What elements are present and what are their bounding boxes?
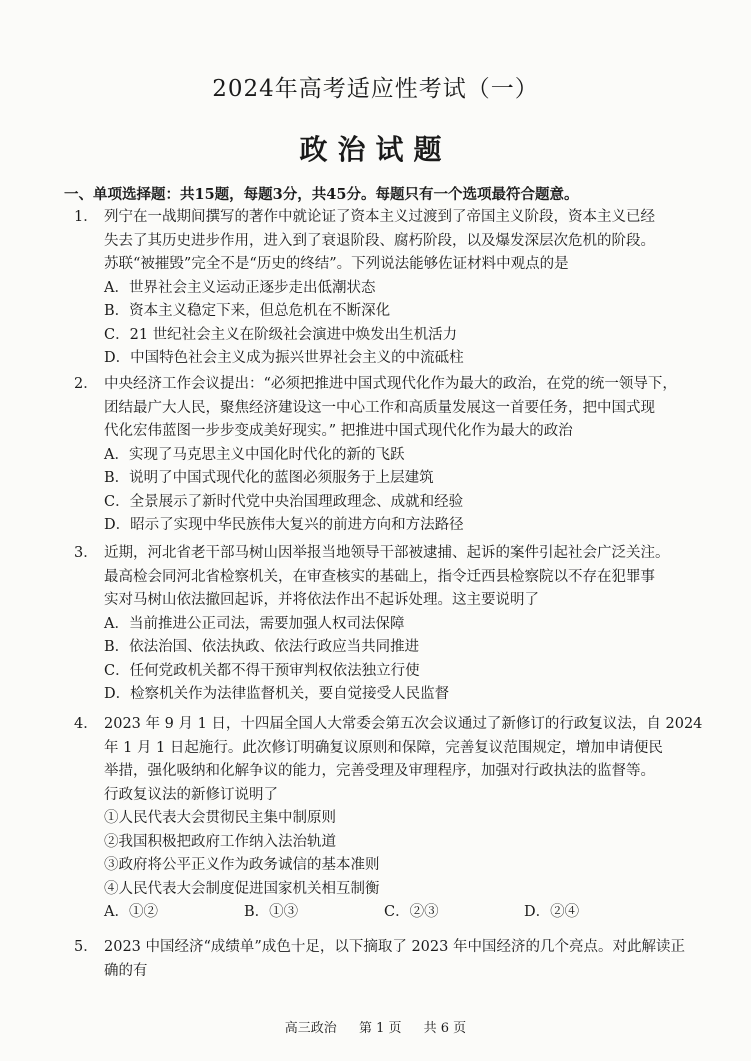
- paper-title: 政治试题: [299, 133, 452, 166]
- question-3: [64, 542, 704, 707]
- page-footer: [0, 1017, 751, 1036]
- question-body: [104, 206, 704, 371]
- option-b: B．依法治国、依法执政、依法行政应当共同推进: [104, 639, 420, 655]
- question-text-line: 年 1 月 1 日起施行。此次修订明确复议原则和保障，完善复议范围规定，增加申请便民: [104, 739, 663, 756]
- option-d: D．昭示了实现中华民族伟大复兴的前进方向和方法路径: [104, 517, 464, 533]
- question-text-line: 苏联“被摧毁”完全不是“历史的终结”。下列说法能够佐证材料中观点的是: [104, 256, 569, 272]
- option-c: C．全景展示了新时代党中央治国理政理念、成就和经验: [104, 493, 464, 510]
- question-1: [64, 206, 704, 371]
- option-c: C．21 世纪社会主义在阶级社会演进中焕发出生机活力: [104, 326, 458, 343]
- question-text-line: 最高检会同河北省检察机关，在审查核实的基础上，指令迁西县检察院以不存在犯罪事: [104, 568, 655, 585]
- question-text-line: 中央经济工作会议提出：“必须把推进中国式现代化作为最大的政治，在党的统一领导下，: [104, 376, 677, 392]
- answer-choice-d: D．②④: [524, 904, 580, 920]
- question-text-line: 列宁在一战期间撰写的著作中就论证了资本主义过渡到了帝国主义阶段，资本主义已经: [104, 209, 655, 225]
- option-b: B．资本主义稳定下来，但总危机在不断深化: [104, 303, 391, 319]
- statement-1: ①人民代表大会贯彻民主集中制原则: [104, 810, 336, 826]
- answer-choice-b: B．①③: [244, 904, 299, 920]
- footer-page-number: 第 1 页: [358, 1021, 402, 1036]
- option-d: D．检察机关作为法律监督机关，要自觉接受人民监督: [104, 686, 450, 702]
- question-text-line: 行政复议法的新修订说明了: [104, 786, 278, 803]
- question-text-line: 实对马树山依法撤回起诉，并将依法作出不起诉处理。这主要说明了: [104, 592, 539, 608]
- question-number: 4．: [74, 716, 98, 732]
- question-text-line: 确的有: [104, 962, 148, 979]
- question-body: [104, 542, 704, 707]
- question-body: [104, 936, 704, 983]
- question-number: 3．: [74, 545, 98, 561]
- question-text-line: 2023 年 9 月 1 日，十四届全国人大常委会第五次会议通过了新修订的行政复议法，自 2024: [104, 716, 703, 732]
- question-body: [104, 373, 704, 538]
- question-number: 5．: [74, 939, 98, 955]
- question-number: 2．: [74, 376, 98, 392]
- statement-3: ③政府将公平正义作为政务诚信的基本准则: [104, 857, 380, 873]
- question-4: [64, 713, 704, 925]
- question-text-line: 近期，河北省老干部马树山因举报当地领导干部被逮捕、起诉的案件引起社会广泛关注。: [104, 545, 670, 561]
- answer-choices: [104, 901, 664, 925]
- footer-total-pages: 共 6 页: [423, 1021, 467, 1036]
- option-c: C．任何党政机关都不得干预审判权依法独立行使: [104, 662, 420, 679]
- question-body: [104, 713, 704, 925]
- question-text-line: 2023 中国经济“成绩单”成色十足，以下摘取了 2023 年中国经济的几个亮点。对此解读正: [104, 939, 685, 955]
- section-header: 一、单项选择题：共15题，每题3分，共45分。每题只有一个选项最符合题意。: [64, 186, 579, 203]
- question-text-line: 代化宏伟蓝图一步步变成美好现实。” 把推进中国式现代化作为最大的政治: [104, 423, 573, 439]
- question-5: [64, 936, 704, 983]
- option-a: A．世界社会主义运动正逐步走出低潮状态: [104, 279, 376, 296]
- statement-4: ④人民代表大会制度促进国家机关相互制衡: [104, 880, 380, 897]
- option-b: B．说明了中国式现代化的蓝图必须服务于上层建筑: [104, 470, 434, 486]
- question-number: 1．: [74, 209, 98, 225]
- question-text-line: 团结最广大人民，聚焦经济建设这一中心工作和高质量发展这一首要任务，把中国式现: [104, 399, 655, 416]
- question-text-line: 失去了其历史进步作用，进入到了衰退阶段、腐朽阶段，以及爆发深层次危机的阶段。: [104, 232, 655, 249]
- answer-choice-a: A．①②: [104, 904, 158, 920]
- question-2: [64, 373, 704, 538]
- answer-choice-c: C．②③: [384, 904, 439, 920]
- option-a: A．当前推进公正司法，需要加强人权司法保障: [104, 615, 405, 632]
- footer-subject: 高三政治: [284, 1021, 337, 1036]
- option-d: D．中国特色社会主义成为振兴世界社会主义的中流砥柱: [104, 350, 464, 366]
- question-text-line: 举措，强化吸纳和化解争议的能力，完善受理及审理程序，加强对行政执法的监督等。: [104, 763, 655, 779]
- exam-title: 2024年高考适应性考试（一）: [212, 76, 539, 102]
- statement-2: ②我国积极把政府工作纳入法治轨道: [104, 833, 336, 850]
- option-a: A．实现了马克思主义中国化时代化的新的飞跃: [104, 446, 405, 463]
